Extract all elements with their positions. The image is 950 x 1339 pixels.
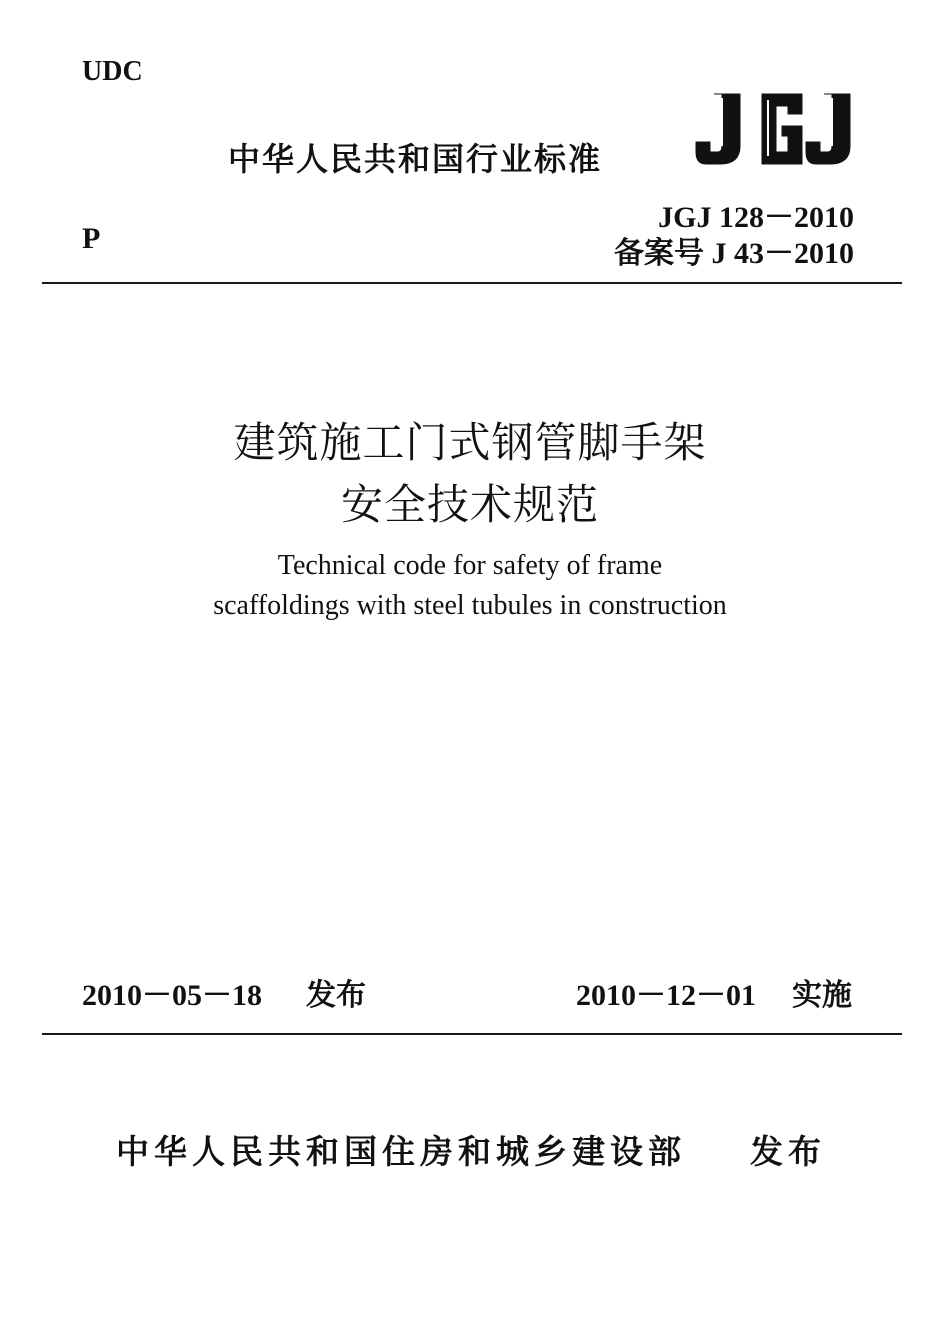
standard-type: 中华人民共和国行业标准: [228, 140, 603, 178]
implement-label: 实施: [792, 978, 852, 1013]
classification-code: P: [82, 222, 101, 255]
bottom-divider: [42, 1033, 902, 1035]
publisher-name: 中华人民共和国住房和城乡建设部: [116, 1132, 686, 1171]
title-cn-line1: 建筑施工门式钢管脚手架: [233, 418, 707, 467]
title-en-line2: scaffoldings with steel tubules in construction: [213, 590, 727, 621]
implement-date: 2010－12－01: [576, 979, 756, 1012]
top-divider: [42, 282, 902, 284]
jgj-logo: [692, 88, 854, 170]
standard-number: JGJ 128－2010: [658, 201, 854, 234]
title-en-line1: Technical code for safety of frame: [277, 550, 663, 581]
record-number: 备案号 J 43－2010: [614, 237, 854, 270]
publish-label: 发布: [750, 1132, 826, 1171]
issue-date: 2010－05－18: [82, 979, 262, 1012]
udc-label: UDC: [82, 56, 143, 87]
title-cn-line2: 安全技术规范: [340, 480, 599, 529]
issue-label: 发布: [306, 978, 366, 1013]
